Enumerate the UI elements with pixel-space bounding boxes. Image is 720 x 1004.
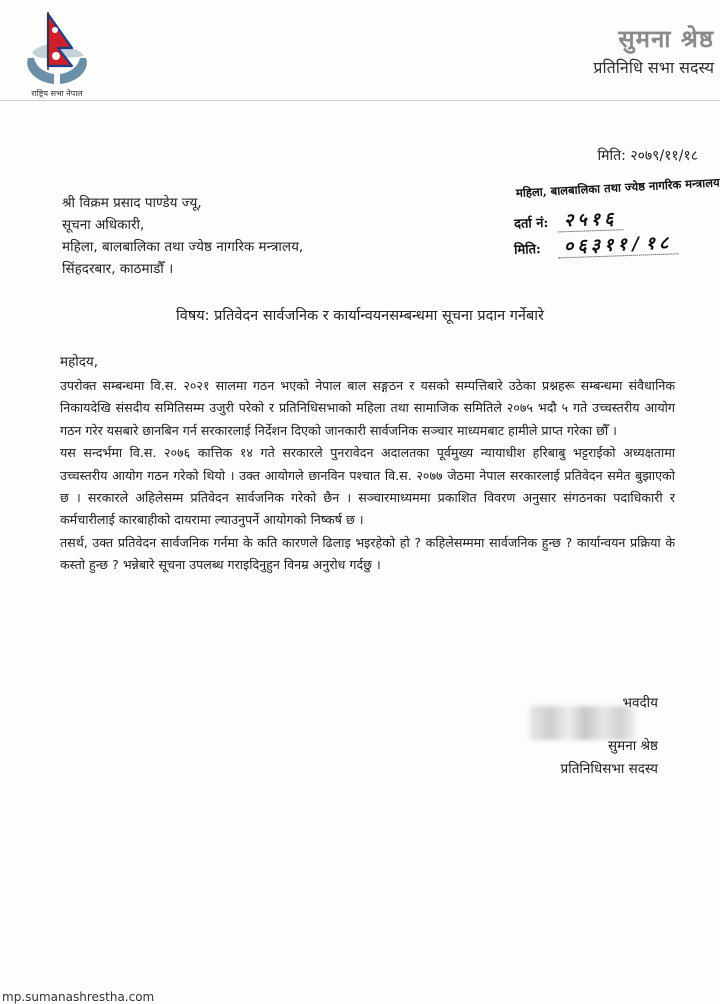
letterhead-name: सुमना श्रेष्ठ bbox=[618, 25, 714, 53]
addressee-block bbox=[62, 192, 303, 280]
flag-hands-emblem-icon bbox=[14, 8, 100, 88]
stamp-miti-row bbox=[514, 230, 679, 260]
stamp-miti-value: ०६३११/१८ bbox=[558, 232, 679, 258]
addressee-line: महिला, बालबालिका तथा ज्येष्ठ नागरिक मन्त्रालय, bbox=[62, 239, 304, 255]
header-divider bbox=[0, 100, 720, 101]
body-paragraph: यस सन्दर्भमा वि.स. २०७६ कात्तिक १४ गते सरकारले पुनरावेदन अदालतका पूर्वमुख्य न्यायाधीश हरिबाबु भट्टराईको अध्यक्षतामा उच्चस्तरीय आयोग गठन गरेको थियो । उक्त आयोगले छानविन पश्चात वि.स. २०७७ जेठमा नेपाल सरकारलाई प्रतिवेदन समेत बुझाएको छ । सरकारले अहिलेसम्म प्रतिवेदन सार्वजनिक गरेको छैन । सञ्चारमाध्यममा प्रकाशित विवरण अनुसार संगठनका पदाधिकारी र कर्मचारीलाई कारबाहीको दायरामा ल्याउनुपर्ने आयोगको निष्कर्ष छ । bbox=[60, 445, 675, 528]
body-paragraph: तसर्थ, उक्त प्रतिवेदन सार्वजनिक गर्नमा के कति कारणले ढिलाइ भइरहेको हो ? कहिलेसम्ममा सार्वजनिक हुन्छ ? कार्यान्वयन प्रक्रिया के कस्तो हुन्छ ? भन्नेबारे सूचना उपलब्ध गराइदिनुहुन विनम्र अनुरोध गर्दछु । bbox=[60, 534, 675, 573]
letter-date: मिति: २०७९/११/१८ bbox=[597, 148, 698, 164]
parliament-logo bbox=[14, 8, 100, 104]
stamp-darta-value: २५१६ bbox=[558, 208, 624, 232]
signer-name: सुमना श्रेष्ठ bbox=[608, 738, 658, 754]
letter-subject: विषय: प्रतिवेदन सार्वजनिक र कार्यान्वयनसम्बन्धमा सूचना प्रदान गर्नेबारे bbox=[176, 308, 544, 324]
addressee-line: सिंहदरबार, काठमाडौँ । bbox=[62, 261, 174, 277]
letter-body bbox=[60, 375, 675, 577]
body-paragraph: उपरोक्त सम्बन्धमा वि.स. २०२१ सालमा गठन भएको नेपाल बाल सङ्गठन र यसको सम्पत्तिबारे उठेका प्रश्नहरू सम्बन्धमा संवैधानिक निकायदेखि संसदीय समितिसम्म उजुरी परेको र प्रतिनिधिसभाको महिला तथा सामाजिक समितिले २०७५ भदौ ५ गते उच्चस्तरीय आयोग गठन गरेर यसबारे छानबिन गर्न सरकारलाई निर्देशन दिएको जानकारी सार्वजनिक सञ्चार माध्यमबाट हामीले प्राप्त गरेका छौँ । bbox=[60, 378, 675, 438]
stamp-office: महिला, बालबालिका तथा ज्येष्ठ नागरिक मन्त्रालय bbox=[515, 175, 720, 200]
salutation: महोदय, bbox=[60, 354, 99, 370]
receiving-stamp bbox=[510, 175, 720, 268]
stamp-darta-row bbox=[514, 206, 624, 234]
signer-role: प्रतिनिधिसभा सदस्य bbox=[560, 761, 658, 777]
addressee-line: सूचना अधिकारी, bbox=[62, 217, 145, 233]
letterhead-role: प्रतिनिधि सभा सदस्य bbox=[593, 58, 714, 77]
footer-url: mp.sumanashrestha.com bbox=[2, 990, 155, 1004]
stamp-miti-label: मिति: bbox=[513, 242, 542, 258]
addressee-line: श्री विक्रम प्रसाद पाण्डेय ज्यू, bbox=[62, 195, 202, 211]
valediction: भवदीय bbox=[622, 695, 658, 711]
logo-caption: राष्ट्रिय सभा नेपाल bbox=[31, 89, 83, 98]
closing-block bbox=[561, 692, 658, 781]
stamp-darta-label: दर्ता नं: bbox=[513, 215, 549, 232]
